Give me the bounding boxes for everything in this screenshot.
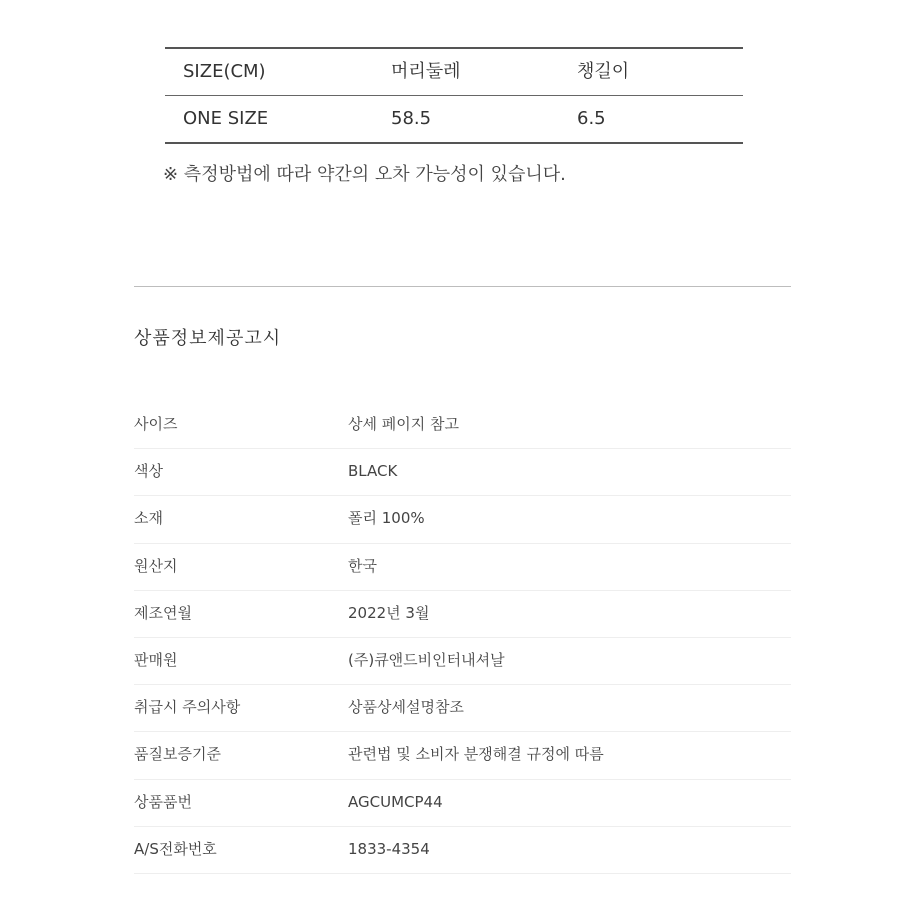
header-brim-length: 챙길이 <box>577 61 630 82</box>
info-row-origin <box>134 544 791 591</box>
info-value: 폴리 100% <box>348 509 425 528</box>
info-label: 제조연월 <box>134 603 192 622</box>
info-value: (주)큐앤드비인터내셔날 <box>348 650 505 669</box>
cell-head-circumference: 58.5 <box>391 108 432 129</box>
info-row-care <box>134 685 791 732</box>
info-row-material <box>134 496 791 543</box>
info-value: 관련법 및 소비자 분쟁해결 규정에 따름 <box>348 745 604 764</box>
info-value: 한국 <box>348 556 377 575</box>
size-table-header <box>165 49 743 96</box>
info-label: 취급시 주의사항 <box>134 698 241 717</box>
notice-title: 상품정보제공고시 <box>134 328 282 349</box>
info-label: 사이즈 <box>134 415 178 433</box>
info-row-product-code <box>134 780 791 827</box>
header-head-circumference: 머리둘레 <box>391 61 461 82</box>
measurement-note: ※ 측정방법에 따라 약간의 오차 가능성이 있습니다. <box>163 164 566 185</box>
info-label: 색상 <box>134 462 163 481</box>
info-value: 상세 페이지 참고 <box>348 415 459 433</box>
info-label: 원산지 <box>134 556 178 575</box>
info-label: 품질보증기준 <box>134 745 221 764</box>
info-label: 소재 <box>134 509 163 528</box>
info-row-manufacture-date <box>134 591 791 638</box>
info-label: 상품품번 <box>134 792 192 811</box>
info-value: BLACK <box>348 462 398 481</box>
size-table-row <box>165 96 743 142</box>
info-row-as-phone <box>134 827 791 874</box>
section-divider <box>134 286 791 287</box>
size-table <box>165 47 743 144</box>
cell-brim-length: 6.5 <box>577 108 606 129</box>
info-label: A/S전화번호 <box>134 839 217 858</box>
header-size: SIZE(CM) <box>183 61 266 82</box>
info-row-size <box>134 402 791 449</box>
info-value: AGCUMCP44 <box>348 792 443 811</box>
info-value: 1833-4354 <box>348 839 430 858</box>
info-value: 2022년 3월 <box>348 603 430 622</box>
info-label: 판매원 <box>134 650 178 669</box>
cell-size: ONE SIZE <box>183 108 269 129</box>
info-row-seller <box>134 638 791 685</box>
product-info-list <box>134 402 791 874</box>
info-row-quality <box>134 732 791 779</box>
info-row-color <box>134 449 791 496</box>
info-value: 상품상세설명참조 <box>348 698 464 717</box>
